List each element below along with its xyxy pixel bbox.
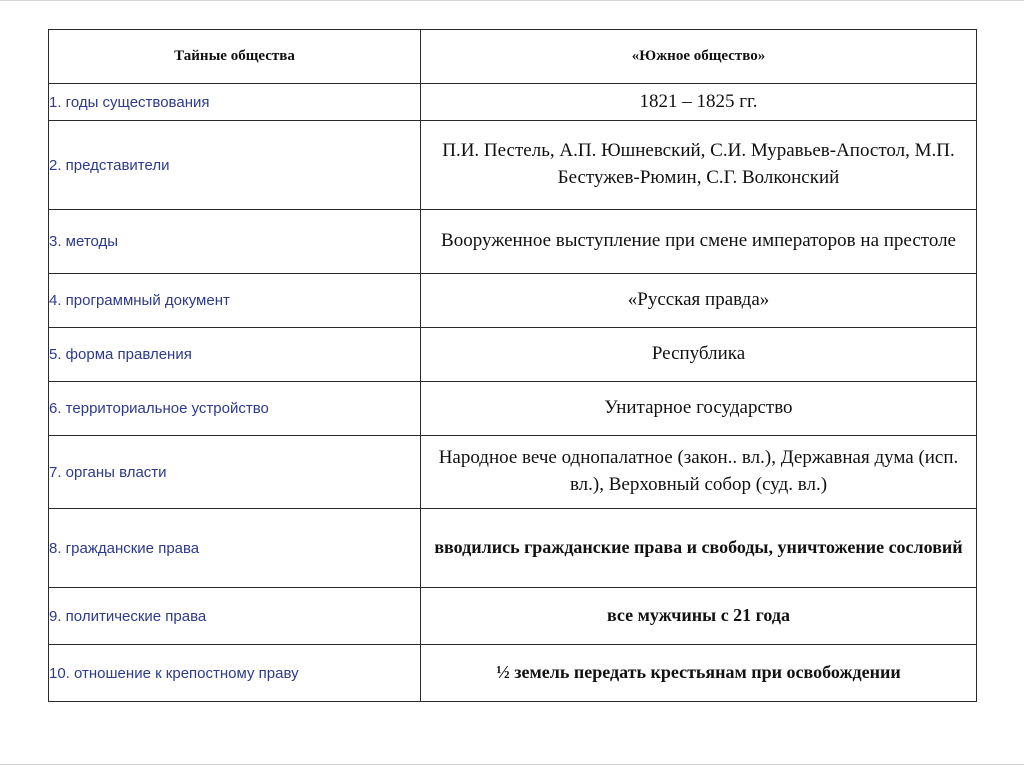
table-row [49,210,977,274]
row-value-methods: Вооруженное выступление при смене императоров на престоле [421,210,977,274]
row-label-representatives: 2. представители [49,121,421,210]
table-row [49,588,977,645]
table-row [49,436,977,509]
row-label-political-rights: 9. политические права [49,588,421,645]
row-value-political-rights: все мужчины с 21 года [421,588,977,645]
header-right: «Южное общество» [421,30,977,84]
row-label-serfdom: 10. отношение к крепостному праву [49,645,421,702]
row-value-serfdom: ½ земель передать крестьянам при освобождении [421,645,977,702]
row-label-civil-rights: 8. гражданские права [49,509,421,588]
table-row [49,84,977,121]
table-row [49,382,977,436]
row-value-authorities: Народное вече однопалатное (закон.. вл.), Державная дума (исп. вл.), Верховный собор (суд. вл.) [421,436,977,509]
table-header-row [49,30,977,84]
row-label-government-form: 5. форма правления [49,328,421,382]
slide-bottom-border [0,764,1024,765]
row-label-methods: 3. методы [49,210,421,274]
row-value-years: 1821 – 1825 гг. [421,84,977,121]
secret-societies-table [48,29,977,702]
row-label-authorities: 7. органы власти [49,436,421,509]
table-row [49,509,977,588]
header-left: Тайные общества [49,30,421,84]
row-value-civil-rights: вводились гражданские права и свободы, уничтожение сословий [421,509,977,588]
table-row [49,121,977,210]
row-value-territorial: Унитарное государство [421,382,977,436]
row-label-document: 4. программный документ [49,274,421,328]
row-value-representatives: П.И. Пестель, А.П. Юшневский, С.И. Муравьев-Апостол, М.П. Бестужев-Рюмин, С.Г. Волконский [421,121,977,210]
slide-top-border [0,0,1024,1]
row-value-document: «Русская правда» [421,274,977,328]
row-label-years: 1. годы существования [49,84,421,121]
row-value-government-form: Республика [421,328,977,382]
table-row [49,274,977,328]
table-row [49,645,977,702]
table-row [49,328,977,382]
row-label-territorial: 6. территориальное устройство [49,382,421,436]
